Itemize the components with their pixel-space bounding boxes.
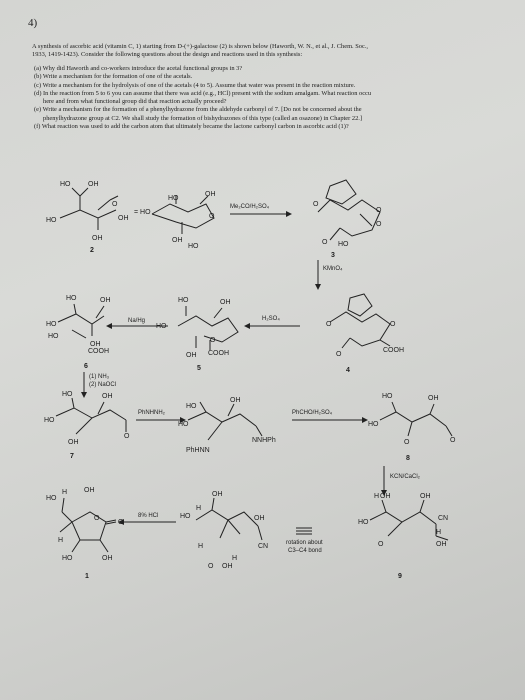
c2r-oh-top: OH xyxy=(205,191,216,198)
c8-oh: OH xyxy=(428,395,439,402)
rotated-intermediate-structure xyxy=(180,491,268,570)
compound-8-structure xyxy=(368,393,456,462)
c6-ho-left2: HO xyxy=(48,333,59,340)
c1-h: H xyxy=(62,489,68,496)
c2-oh-right: OH xyxy=(118,215,129,222)
c8-o: O xyxy=(404,439,410,446)
compound-9-structure xyxy=(358,493,448,580)
reagent-3-4: KMnO₄ xyxy=(323,266,343,272)
c7-oh: OH xyxy=(102,393,113,400)
c2-ho-left: HO xyxy=(46,217,57,224)
c5-o: O xyxy=(210,337,216,344)
c3-o1: O xyxy=(313,201,319,208)
c9-oh-right: OH xyxy=(420,493,431,500)
ri-h2: H xyxy=(198,543,204,550)
compound-2-label: 2 xyxy=(90,247,94,254)
compound-1-label: 1 xyxy=(85,573,89,580)
compound-2-ring xyxy=(152,191,216,250)
reagent-9-1: 8% HCl xyxy=(138,513,159,519)
bh-nnhph: NNHPh xyxy=(252,437,276,444)
reagent-2-3: Me₂CO/H₂SO₄ xyxy=(230,204,270,210)
question-b: (b) Write a mechanism for the formation of one of the acetals. xyxy=(34,73,193,81)
c1-o-ring: O xyxy=(94,515,100,522)
c3-o4: O xyxy=(322,239,328,246)
compound-6-structure xyxy=(46,295,111,370)
c5-cooh: COOH xyxy=(208,350,229,357)
c7-ho-left: HO xyxy=(44,417,55,424)
c4-o2: O xyxy=(390,321,396,328)
ri-h3: H xyxy=(232,555,238,562)
bh-phhnn: PhHNN xyxy=(186,447,210,454)
compound-7-structure xyxy=(44,391,130,460)
c8-o-right: O xyxy=(450,437,456,444)
reagent-8-9: KCN/CaCl₂ xyxy=(390,474,420,480)
c3-o2: O xyxy=(376,207,382,214)
rotation-note-2: C3–C4 bond xyxy=(288,548,322,554)
bishydrazone-structure xyxy=(178,397,276,454)
c9-oh-top: OH xyxy=(380,493,391,500)
bh-ho-left: HO xyxy=(178,421,189,428)
question-d-cont: here and from what functional group did that reaction actually proceed? xyxy=(43,98,227,106)
c7-o: O xyxy=(124,433,130,440)
compound-1-ascorbic-acid xyxy=(46,487,124,580)
c7-ho: HO xyxy=(62,391,73,398)
c2r-oh: OH xyxy=(172,237,183,244)
question-f: (f) What reaction was used to add the carbon atom that ultimately became the lactone carbonyl carbon in ascorbic acid (1)? xyxy=(34,123,349,131)
c4-o3: O xyxy=(336,351,342,358)
c9-h2: H xyxy=(436,529,442,536)
question-e-cont: phenylhydrazone group at C2. We shall study the formation of bishydrazones of this type (called an osazone) in Chapter 22.] xyxy=(43,114,362,122)
c9-ho: HO xyxy=(358,519,369,526)
ri-h: H xyxy=(196,505,202,512)
equals-ho: = HO xyxy=(134,209,151,216)
reagent-5-6: Na/Hg xyxy=(128,318,146,324)
c2-ho-top: HO xyxy=(60,181,71,188)
bh-oh: OH xyxy=(230,397,241,404)
c1-oh: OH xyxy=(84,487,95,494)
compound-3-structure xyxy=(313,180,382,259)
c1-h2: H xyxy=(58,537,64,544)
reagent-7-hydrazone: PhNHNH₂ xyxy=(138,410,165,416)
c9-h: H xyxy=(374,493,380,500)
c8-ho-left: HO xyxy=(368,421,379,428)
c1-ho-bottom: HO xyxy=(62,555,73,562)
c9-cn: CN xyxy=(438,515,449,522)
c2r-ho-bottom: HO xyxy=(188,243,199,250)
compound-3-label: 3 xyxy=(331,252,335,259)
compound-5-label: 5 xyxy=(197,365,201,372)
rotation-note-1: rotation about xyxy=(286,540,323,546)
reagent-4-5: H₂SO₄ xyxy=(262,316,280,322)
c1-o-carbonyl: O xyxy=(118,519,124,526)
question-d: (d) In the reaction from 5 to 6 you can assume that there was acid (e.g., HCl) present with the sodium amalgam. What reaction occu xyxy=(34,89,372,97)
reagent-6-7-step1: (1) NH₃ xyxy=(89,374,110,380)
ri-o: O xyxy=(208,563,214,570)
c3-o3: O xyxy=(376,221,382,228)
compound-2-structure xyxy=(46,181,129,254)
compound-4-label: 4 xyxy=(346,367,350,374)
c7-oh-bottom: OH xyxy=(68,439,79,446)
c8-ho: HO xyxy=(382,393,393,400)
c2-oh-top: OH xyxy=(88,181,99,188)
compound-9-label: 9 xyxy=(398,573,402,580)
ri-cn: CN xyxy=(258,543,269,550)
c4-o1: O xyxy=(326,321,332,328)
compound-6-label: 6 xyxy=(84,363,88,370)
ri-oh-bottom: OH xyxy=(222,563,233,570)
c6-oh: OH xyxy=(100,297,111,304)
c5-ho-left: HO xyxy=(156,323,167,330)
compound-5-structure xyxy=(178,297,238,372)
compound-4-structure xyxy=(326,294,404,374)
compound-8-label: 8 xyxy=(406,455,410,462)
c1-oh-bottom: OH xyxy=(102,555,113,562)
c2-o: O xyxy=(112,201,118,208)
question-number: 4) xyxy=(28,17,38,29)
question-c: (c) Write a mechanism for the hydrolysis of one of the acetals (4 to 5). Assume that water was present in the reaction mixture. xyxy=(34,81,356,89)
c6-cooh: COOH xyxy=(88,348,109,355)
c5-ho: HO xyxy=(178,297,189,304)
intro-line-1: A synthesis of ascorbic acid (vitamin C, 1) starting from D-(+)-galactose (2) is shown below (Haworth, W. N., et al., J. Chem. Soc., xyxy=(32,43,369,50)
c4-cooh: COOH xyxy=(383,347,404,354)
c6-ho-left: HO xyxy=(46,321,57,328)
c9-o: O xyxy=(378,541,384,548)
bh-ho: HO xyxy=(186,403,197,410)
c6-ho: HO xyxy=(66,295,77,302)
c2-oh-bottom: OH xyxy=(92,235,103,242)
c5-oh-bottom: OH xyxy=(186,352,197,359)
c9-oh-bottom: OH xyxy=(436,541,447,548)
intro-line-2: 1933, 1419-1423). Consider the following questions about the design and reactions used in this synthesis: xyxy=(32,50,303,58)
question-a: (a) Why did Haworth and co-workers introduce the acetal functional groups in 3? xyxy=(34,65,243,72)
question-e: (e) Write a mechanism for the formation of a phenylhydrazone from the aldehyde carbonyl of 7. [Do not be concerned about the xyxy=(34,106,362,114)
c2r-o: O xyxy=(209,213,215,220)
c6-oh-bottom: OH xyxy=(90,341,101,348)
c3-ho: HO xyxy=(338,241,349,248)
c1-ho: HO xyxy=(46,495,57,502)
compound-7-label: 7 xyxy=(70,453,74,460)
ri-oh: OH xyxy=(212,491,223,498)
ri-oh-right: OH xyxy=(254,515,265,522)
ri-ho: HO xyxy=(180,513,191,520)
c2r-ho: HO xyxy=(168,195,179,202)
c5-oh: OH xyxy=(220,299,231,306)
reagent-hydrazone-8: PhCHO/H₂SO₄ xyxy=(292,410,333,416)
reagent-6-7-step2: (2) NaOCl xyxy=(89,382,117,388)
